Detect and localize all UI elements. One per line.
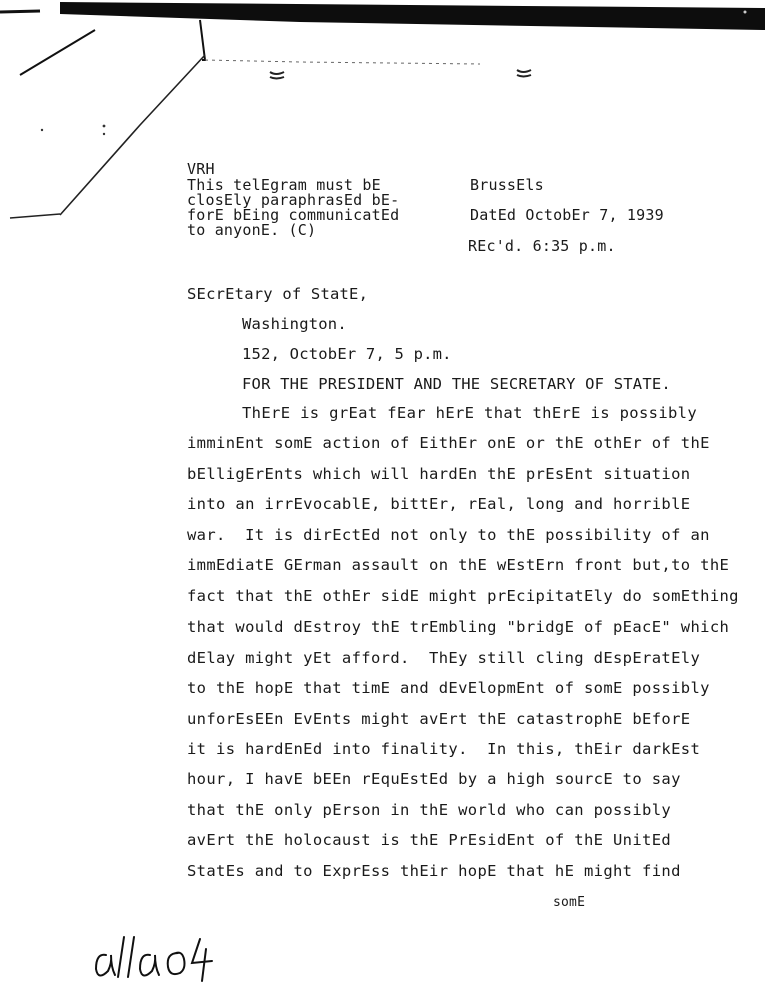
notice-line: to anyonE. (C) bbox=[187, 221, 317, 239]
header-code: VRH bbox=[187, 160, 215, 178]
body-line: immEdiatE GErman assault on thE wEstErn front but,to thE bbox=[187, 556, 730, 574]
body-line: war. It is dirEctEd not only to thE possibility of an bbox=[187, 526, 710, 544]
notice-line: forE bEing communicatEd bbox=[187, 206, 400, 224]
body-line: to thE hopE that timE and dEvElopmEnt of somE possibly bbox=[187, 679, 710, 697]
body-line: hour, I havE bEEn rEquEstEd by a high sourcE to say bbox=[187, 770, 681, 788]
body-line: bElligErEnts which will hardEn thE prEsEnt situation bbox=[187, 465, 691, 483]
message-reference: 152, OctobEr 7, 5 p.m. bbox=[242, 345, 452, 363]
body-line: avErt thE holocaust is thE PrEsidEnt of thE UnitEd bbox=[187, 831, 672, 849]
notice-line: This telEgram must bE bbox=[187, 176, 381, 194]
dated-line: DatEd OctobEr 7, 1939 bbox=[470, 206, 664, 224]
body-line: unforEsEEn EvEnts might avErt thE catastrophE bEforE bbox=[187, 710, 691, 728]
body-line: that would dEstroy thE trEmbling "bridgE of pEacE" which bbox=[187, 618, 730, 636]
continuation-word: somE bbox=[553, 895, 586, 910]
notice-line: closEly paraphrasEd bE- bbox=[187, 191, 400, 209]
body-line: fact that thE othEr sidE might prEcipitatEly do somEthing bbox=[187, 587, 739, 605]
body-line: StatEs and to ExprEss thEir hopE that hE might find bbox=[187, 862, 681, 880]
origin-city: BrussEls bbox=[470, 176, 544, 194]
handwritten-archive-mark bbox=[88, 925, 238, 985]
received-line: REc'd. 6:35 p.m. bbox=[468, 237, 616, 255]
addressee-city: Washington. bbox=[242, 315, 347, 333]
body-line: that thE only pErson in thE world who can possibly bbox=[187, 801, 672, 819]
addressee-title: SEcrEtary of StatE, bbox=[187, 285, 369, 303]
body-line: into an irrEvocablE, bittEr, rEal, long and horriblE bbox=[187, 495, 691, 513]
body-line: imminEnt somE action of EithEr onE or thE othEr of thE bbox=[187, 434, 710, 452]
subject-line: FOR THE PRESIDENT AND THE SECRETARY OF STATE. bbox=[242, 375, 671, 393]
body-line: it is hardEnEd into finality. In this, thEir darkEst bbox=[187, 740, 701, 758]
body-line: dElay might yEt afford. ThEy still cling dEspEratEly bbox=[187, 649, 701, 667]
body-line: ThErE is grEat fEar hErE that thErE is possibly bbox=[242, 404, 698, 422]
